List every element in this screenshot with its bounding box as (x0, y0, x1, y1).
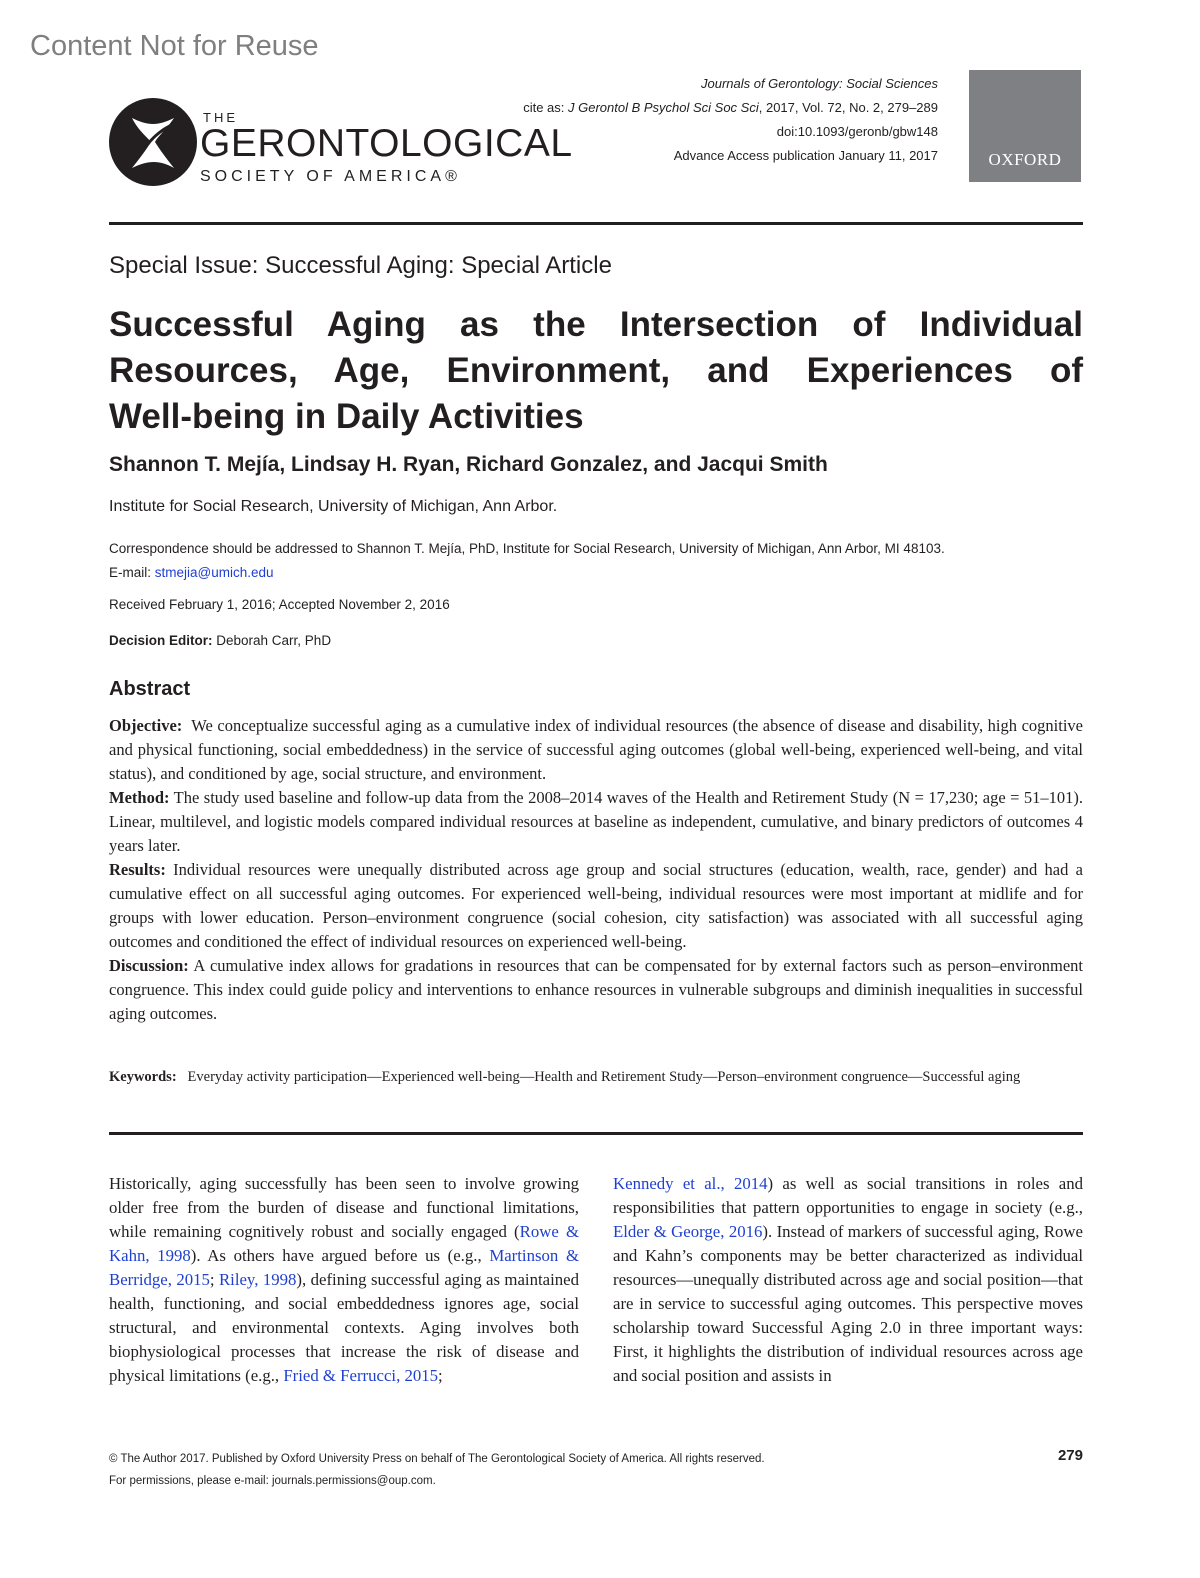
body-column-right: Kennedy et al., 2014) as well as social transitions in roles and responsibilities that pattern opportunities to engage in society (e.g., Elder & George, 2016). Instead of markers of successful aging, Rowe and Kahn’s components may be better characterized as individual resources—unequally distributed across age and social position—that are in service to successful aging outcomes. This perspective moves scholarship toward Successful Aging 2.0 in three important ways: First, it highlights the distribution of individual resources across age and social position and assists in (613, 1174, 1083, 1385)
logo-subtitle: SOCIETY OF AMERICA® (200, 168, 461, 185)
received-date: Received February 1, 2016; Accepted November 2, 2016 (109, 597, 450, 612)
permissions: For permissions, please e-mail: journals.permissions@oup.com. (109, 1475, 436, 1487)
email-link[interactable]: stmejia@umich.edu (154, 565, 274, 580)
oxford-label: OXFORD (988, 150, 1062, 169)
logo-the: THE (203, 110, 238, 125)
authors: Shannon T. Mejía, Lindsay H. Ryan, Richard Gonzalez, and Jacqui Smith (109, 453, 828, 476)
advance-access: Advance Access publication January 11, 2017 (673, 148, 938, 163)
citation-link[interactable]: Elder & George, 2016 (613, 1222, 763, 1241)
oxford-badge (969, 70, 1081, 182)
correspondence: Correspondence should be addressed to Shannon T. Mejía, PhD, Institute for Social Research, University of Michigan, Ann Arbor, MI 48103. E-mail: stmejia@umich.edu (109, 541, 945, 580)
gsa-emblem-icon (108, 96, 198, 188)
abstract-results: Results: Individual resources were unequally distributed across age group and social structures (education, wealth, race, gender) and had a cumulative effect on all successful aging outcomes. For experienced well-being, individual resources were most important at midlife and for groups with lower education. Person–environment congruence (social cohesion, city satisfaction) was associated with all successful aging outcomes and conditioned the effect of individual resources on experienced well-being. (109, 860, 1084, 951)
journal-info (523, 72, 938, 168)
citation-link[interactable]: Riley, 1998 (218, 1270, 297, 1289)
page-number: 279 (1057, 1447, 1083, 1464)
abstract-discussion: Discussion: A cumulative index allows for gradations in resources that can be compensated for by external factors such as person–environment congruence. This index could guide policy and interventions to enhance resources in vulnerable subgroups and diminish inequalities in successful aging outcomes. (109, 956, 1084, 1023)
abstract-divider (109, 1132, 1083, 1135)
citation-link[interactable]: Fried & Ferrucci, 2015 (283, 1366, 439, 1385)
body-column-left: Historically, aging successfully has been seen to involve growing older free from the burden of disease and functional limitations, while remaining cognitively robust and socially engaged (Rowe & Kahn, 1998). As others have argued before us (e.g., Martinson & Berridge, 2015; Riley, 1998), defining successful aging as maintained health, functioning, and social embeddedness ignores age, social structural, and environmental contexts. Aging involves both biophysiological processes that increase the risk of disease and physical limitations (e.g., Fried & Ferrucci, 2015; (109, 1174, 580, 1385)
citation: cite as: J Gerontol B Psychol Sci Soc Sci, 2017, Vol. 72, No. 2, 279–289 (523, 100, 938, 115)
citation-link[interactable]: Rowe & Kahn, 1998 (109, 1222, 579, 1265)
abstract-method: Method: The study used baseline and follow-up data from the 2008–2014 waves of the Health and Retirement Study (N = 17,230; age = 51–101). Linear, multilevel, and logistic models compared individual resources at baseline as independent, cumulative, and binary predictors of outcomes 4 years later. (109, 788, 1084, 855)
logo-wordmark: GERONTOLOGICAL (200, 122, 573, 165)
citation-link[interactable]: Kennedy et al., 2014 (613, 1174, 768, 1193)
copyright: © The Author 2017. Published by Oxford University Press on behalf of The Gerontological Society of America. All rights reserved. (109, 1453, 765, 1465)
doi: doi:10.1093/geronb/gbw148 (776, 124, 938, 139)
watermark: Content Not for Reuse (30, 30, 319, 62)
gsa-logo (108, 96, 588, 192)
journal-name: Journals of Gerontology: Social Sciences (700, 76, 938, 91)
decision-editor: Decision Editor: Deborah Carr, PhD (109, 633, 332, 648)
abstract-objective: Objective: We conceptualize successful aging as a cumulative index of individual resources (the absence of disease and disability, high cognitive and physical functioning, social embeddedness) in the service of successful aging outcomes (global well-being, experienced well-being, and vital status), and conditioned by age, social structure, and environment. (109, 716, 1084, 783)
header-divider (109, 222, 1083, 225)
keywords: Keywords: Everyday activity participation—Experienced well-being—Health and Retirement Study—Person–environment congruence—Successful aging (109, 1069, 1021, 1085)
footer (109, 1448, 1083, 1492)
abstract-heading: Abstract (109, 678, 191, 700)
article-title: Successful Aging as the Intersection of Individual Resources, Age, Environment, and Experiences of Well-being in Daily Activities (109, 305, 1083, 436)
affiliation: Institute for Social Research, University of Michigan, Ann Arbor. (109, 498, 558, 515)
section-label: Special Issue: Successful Aging: Special Article (109, 252, 612, 279)
abstract (109, 714, 1083, 1026)
citation-link[interactable]: Martinson & Berridge, 2015 (109, 1246, 580, 1289)
